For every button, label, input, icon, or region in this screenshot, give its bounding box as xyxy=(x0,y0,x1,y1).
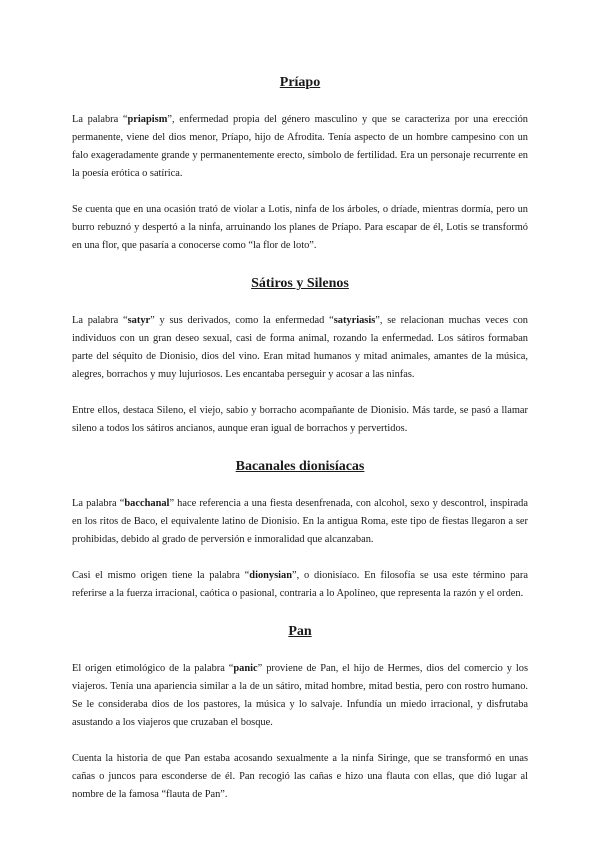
paragraph-satiros-2: Entre ellos, destaca Sileno, el viejo, sabio y borracho acompañante de Dionisio. Más tarde, se pasó a llamar sileno a todos los sátiros ancianos, aunque eran igual de borrachos y pervertidos. xyxy=(72,405,528,434)
highlighted-term: satyr xyxy=(127,315,151,326)
section-title-pan: Pan xyxy=(288,624,312,639)
paragraph-bacanales-1: La palabra “bacchanal” hace referencia a una fiesta desenfrenada, con alcohol, sexo y descontrol, inspirada en los ritos de Baco, el equivalente latino de Dionisio. En la antigua Roma, este tipo de fiestas llegaron a ser prohibidas, debido al grado de perversión e inmoralidad que alcanzaban. xyxy=(72,498,528,545)
highlighted-term: panic xyxy=(233,663,258,674)
highlighted-term: dionysian xyxy=(249,570,293,581)
paragraph-priapo-2: Se cuenta que en una ocasión trató de violar a Lotis, ninfa de los árboles, o dríade, mientras dormía, pero un burro rebuznó y despertó a la ninfa, arruinando los planes de Príapo. Para escapar de él, Lotis se transformó en una flor, que pasaría a conocerse como “la flor de loto”. xyxy=(72,204,528,251)
paragraph-satiros-1: La palabra “satyr” y sus derivados, como la enfermedad “satyriasis”, se relacionan muchas veces con individuos con un gran deseo sexual, casi de forma animal, rozando la enfermedad. Los sátiros formaban parte del séquito de Dionisio, dios del vino. Eran mitad humanos y mitad animales, amantes de la música, alegres, borrachos y muy lujuriosos. Les encantaba perseguir y acosar a las ninfas. xyxy=(72,315,528,380)
section-title-priapo: Príapo xyxy=(279,75,321,90)
highlighted-term: priapism xyxy=(127,114,168,125)
highlighted-term: bacchanal xyxy=(124,498,170,509)
paragraph-pan-2: Cuenta la historia de que Pan estaba acosando sexualmente a la ninfa Siringe, que se transformó en unas cañas o juncos para esconderse de él. Pan recogió las cañas e hizo una flauta con ellas, que dió lugar al nombre de la famosa “flauta de Pan”. xyxy=(72,753,528,800)
paragraph-pan-1: El origen etimológico de la palabra “panic” proviene de Pan, el hijo de Hermes, dios del comercio y los viajeros. Tenía una apariencia similar a la de un sátiro, mitad hombre, mitad bestia, pero con rostro humano. Se le consideraba dios de los pastores, la música y lo salvaje. Infundía un miedo irracional, y disfrutaba asustando a los viajeros que cruzaban el bosque. xyxy=(72,663,528,728)
section-title-bacanales: Bacanales dionisíacas xyxy=(235,459,365,474)
paragraph-priapo-1: La palabra “priapism”, enfermedad propia del género masculino y que se caracteriza por una erección permanente, viene del dios menor, Príapo, hijo de Afrodita. Tenía aspecto de un hombre campesino con un falo exageradamente grande y permanentemente erecto, símbolo de fertilidad. Era un personaje recurrente en la poesía erótica o satírica. xyxy=(72,114,528,179)
paragraph-bacanales-2: Casi el mismo origen tiene la palabra “dionysian”, o dionisíaco. En filosofía se usa este término para referirse a la fuerza irracional, caótica o pasional, contraria a lo Apolíneo, que representa la razón y el orden. xyxy=(72,570,528,599)
section-title-satiros: Sátiros y Silenos xyxy=(251,276,349,291)
highlighted-term: satyriasis xyxy=(333,315,376,326)
